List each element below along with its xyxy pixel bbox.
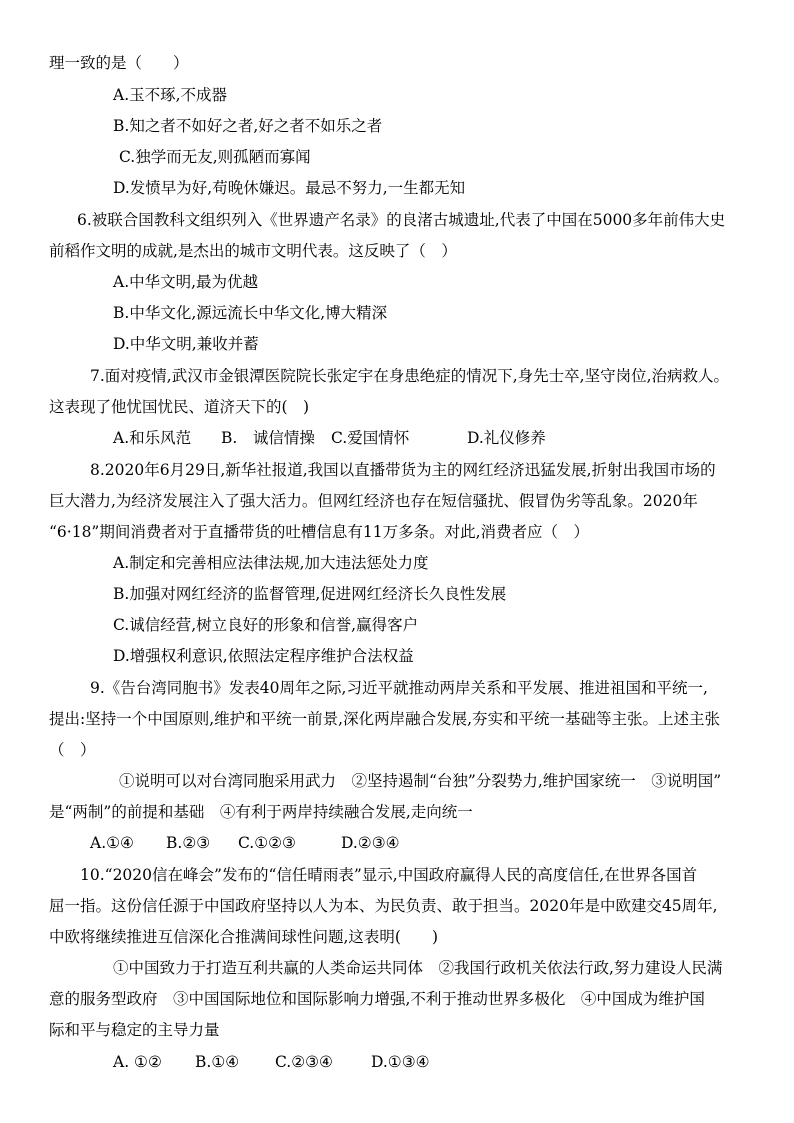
q9-statements-line1: ①说明可以对台湾同胞采用武力 ②坚持遏制“台独”分裂势力,维护国家统一 ③说明国” [119, 772, 722, 790]
q8-option-c: C.诚信经营,树立良好的形象和信誉,赢得客户 [113, 616, 419, 634]
q10-option-c: C.②③④ [275, 1053, 333, 1071]
q5-option-c: C.独学而无友,则孤陋而寡闻 [119, 148, 311, 166]
q6-option-a: A.中华文明,最为优越 [113, 273, 259, 291]
q10-options [113, 1052, 430, 1072]
q10-stem-line3: 中欧将继续推进互信深化合推满间球性问题,这表明( ) [49, 928, 439, 946]
q5-stem-tail: 理一致的是（ ） [49, 54, 189, 72]
q6-stem-line2: 前稻作文明的成就,是杰出的城市文明代表。这反映了（ ） [49, 242, 457, 260]
q5-option-a: A.玉不琢,不成器 [113, 86, 228, 104]
q10-option-a: A. ①② [113, 1053, 162, 1071]
q10-option-b: B.①④ [195, 1053, 240, 1071]
q9-stem-line3: （ ） [49, 741, 96, 759]
q8-option-a: A.制定和完善相应法律法规,加大违法惩处力度 [113, 554, 429, 572]
q7-option-d: D.礼仪修养 [467, 429, 546, 447]
q5-option-b: B.知之者不如好之者,好之者不如乐之者 [113, 117, 383, 135]
q8-stem-line1: 8.2020年6月29日,新华社报道,我国以直播带货为主的网红经济迅猛发展,折射出我国市场的 [90, 461, 716, 479]
q8-stem-line2: 巨大潜力,为经济发展注入了强大活力。但网红经济也存在短信骚扰、假冒伪劣等乱象。2020年 [49, 492, 698, 510]
q10-statements-line1: ①中国致力于打造互利共赢的人类命运共同体 ②我国行政机关依法行政,努力建设人民满 [113, 959, 723, 977]
q6-option-b: B.中华文化,源远流长中华文化,博大精深 [113, 304, 388, 322]
q8-option-b: B.加强对网红经济的监督管理,促进网红经济长久良性发展 [113, 585, 507, 603]
q9-options [90, 833, 400, 853]
q7-stem-line2: 这表现了他忧国忧民、道济天下的( ) [49, 398, 310, 416]
q7-option-a: A.和乐风范 [113, 429, 192, 447]
q6-stem-line1: 6.被联合国教科文组织列入《世界遗产名录》的良渚古城遗址,代表了中国在5000多年前伟大史 [77, 211, 726, 229]
q8-stem-line3: “6·18”期间消费者对于直播带货的吐槽信息有11万多条。对此,消费者应（ ） [49, 523, 590, 541]
q9-option-a: A.①④ [90, 834, 134, 852]
q9-stem-line2: 提出:坚持一个中国原则,维护和平统一前景,深化两岸融合发展,夯实和平统一基础等主张。上述主张 [49, 710, 721, 728]
q9-option-d: D.②③④ [341, 834, 400, 852]
q9-option-c: C.①②③ [238, 834, 296, 852]
q9-stem-line1: 9.《告台湾同胞书》发表40周年之际,习近平就推动两岸关系和平发展、推进祖国和平统一, [90, 679, 708, 697]
q10-option-d: D.①③④ [371, 1053, 430, 1071]
q7-option-c: C.爱国情怀 [331, 429, 410, 447]
q7-options [113, 428, 546, 448]
q5-option-d: D.发愤早为好,苟晚休嫌迟。最忌不努力,一生都无知 [113, 179, 466, 197]
q9-option-b: B.②③ [166, 834, 211, 852]
q7-stem-line1: 7.面对疫情,武汉市金银潭医院院长张定宇在身患绝症的情况下,身先士卒,坚守岗位,治病救人。 [90, 367, 729, 385]
q6-option-d: D.中华文明,兼收并蓄 [113, 335, 259, 353]
q7-option-b: B. 诚信情操 [221, 429, 315, 447]
q10-statements-line3: 际和平与稳定的主导力量 [49, 1021, 220, 1039]
q10-stem-line2: 屈一指。这份信任源于中国政府坚持以人为本、为民负责、敢于担当。2020年是中欧建交45周年, [49, 897, 718, 915]
q10-stem-line1: 10.“2020信在峰会”发布的“信任晴雨表”显示,中国政府赢得人民的高度信任,在世界各国首 [80, 866, 698, 884]
q8-option-d: D.增强权利意识,依照法定程序维护合法权益 [113, 647, 414, 665]
q9-statements-line2: 是“两制”的前提和基础 ④有利于两岸持续融合发展,走向统一 [49, 803, 473, 821]
q10-statements-line2: 意的服务型政府 ③中国国际地位和国际影响力增强,不利于推动世界多极化 ④中国成为维护国 [49, 990, 705, 1008]
